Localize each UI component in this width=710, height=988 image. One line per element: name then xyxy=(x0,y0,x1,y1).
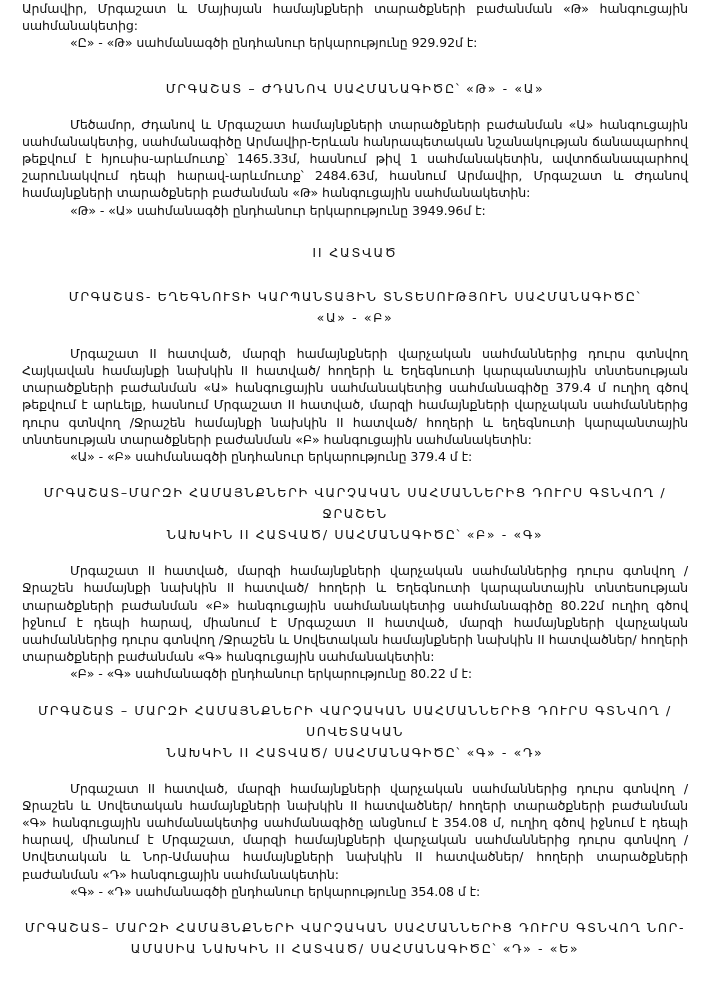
boundary-total-length: «Գ» - «Դ» սահմանագծի ընդհանուր երկարությունը 354.08 մ է: xyxy=(70,883,481,899)
boundary-description: Մրգաշատ II հատված, մարզի համայնքների վարչական սահմաններից դուրս գտնվող Հայկավան համայնքի նախկին II հատված/ հողերի և Եղեգնուտի կարպանտային տնտեսության տարածքների բաժանման «Ա» հանգուցային սահմանակետից սահմանագիծը 379.4 մ ուղիղ գծով թեքվում է արևելք, հասնում Մրգաշատ II հատված, մարզի համայնքների վարչական սահմաններից դուրս գտնվող /Ջրաշեն համայնքի նախկին II հատված/ հողերի և եղեգնուտի կարպանտային տնտեսության տարածքների բաժանման «Բ» հանգուցային սահմանակետին: xyxy=(22,345,688,447)
section-heading-points: «Ա» - «Բ» xyxy=(316,309,394,325)
part-title: II ՀԱՏՎԱԾ xyxy=(312,244,398,260)
section-heading: ՄՐԳԱՇԱՏ–ՄԱՐԶԻ ՀԱՄԱՅՆՔՆԵՐԻ ՎԱՐՉԱԿԱՆ ՍԱՀՄԱՆՆԵՐԻՑ ԴՈՒՐՍ ԳՏՆՎՈՂ /ՋՐԱՇԵՆ xyxy=(43,485,667,522)
boundary-description: Մեծամոր, Ժդանով և Մրգաշատ համայնքների տարածքների բաժանման «Ա» հանգուցային սահմանակետից, սահմանագիծը Արմավիր-Երևան հանրապետական նշանակության ճանապարհով թեքվում է հյուսիս-արևմուտք՝ 1465.33մ, հասնում թիվ 1 սահմանակետին, ավտոճանապարհով շարունակվում դեպի հարավ-արևմուտք՝ 2484.63մ, հասնում Արմավիր, Մրգաշատ և Ժդանով համայնքների տարածքների բաժանման «Թ» հանգուցային սահմանակետին: xyxy=(22,116,688,201)
section-heading: ՄՐԳԱՇԱՏ- ԵՂԵԳՆՈՒՏԻ ԿԱՐՊԱՆՏԱՅԻՆ ՏՆՏԵՍՈՒԹՅՈՒՆ ՍԱՀՄԱՆԱԳԻԾԸ՝ xyxy=(68,288,642,304)
boundary-total-length: «Բ» - «Գ» սահմանագծի ընդհանուր երկարությունը 80.22 մ է: xyxy=(70,666,472,682)
section-heading-points: ՆԱԽԿԻՆ II ՀԱՏՎԱԾ/ ՍԱՀՄԱՆԱԳԻԾԸ՝ «Բ» - «Գ» xyxy=(166,527,544,543)
boundary-total-length: «Ա» - «Բ» սահմանագծի ընդհանուր երկարությունը 379.4 մ է: xyxy=(70,449,473,465)
paragraph-intro: Արմավիր, Մրգաշատ և Մայիսյան համայնքների տարածքների բաժանման «Թ» հանգուցային սահմանակետից: xyxy=(22,1,688,34)
section-heading: ՄՐԳԱՇԱՏ – ՄԱՐԶԻ ՀԱՄԱՅՆՔՆԵՐԻ ՎԱՐՉԱԿԱՆ ՍԱՀՄԱՆՆԵՐԻՑ ԴՈՒՐՍ ԳՏՆՎՈՂ /ՍՈՎԵՏԱԿԱՆ xyxy=(38,702,672,739)
boundary-total-length: «Թ» - «Ա» սահմանագծի ընդհանուր երկարությունը 3949.96մ է: xyxy=(70,202,486,218)
section-heading-points: ԱՄԱՍԻԱ ՆԱԽԿԻՆ II ՀԱՏՎԱԾ/ ՍԱՀՄԱՆԱԳԻԾԸ՝ «Դ» - «Ե» xyxy=(130,941,580,957)
boundary-description: Մրգաշատ II հատված, մարզի համայնքների վարչական սահմաններից դուրս գտնվող /Ջրաշեն և Սովետական համայնքների նախկին II հատվածներ/ հողերի տարածքների բաժանման «Գ» հանգուցային սահմանակետից սահմանագիծը անցնում է 354.08 մ, ուղիղ գծով իջնում է դեպի հարավ, միանում է Մրգաշատ, մարզի համայնքների վարչական սահմաններից դուրս գտնվող /Սովետական և Նոր-Ամասիա համայնքների նախկին II հատվածներ/ հողերի տարածքների բաժանման «Դ» հանգուցային սահմանակետին: xyxy=(22,780,688,882)
boundary-description: Մրգաշատ II հատված, մարզի համայնքների վարչական սահմաններից դուրս գտնվող /Ջրաշեն համայնքի նախկին II հատված/ հողերի և Եղեգնուտի կարպանտային տնտեսության տարածքների բաժանման «Բ» հանգուցային սահմանակետից սահմանագիծը 80.22մ ուղիղ գծով իջնում է դեպի հարավ, միանում է Մրգաշատ II հատված, մարզի համայնքների վարչական սահմաններից դուրս գտնվող /Ջրաշեն և Սովետական համայնքների նախկին II հատվածներ/ հողերի տարածքների բաժանման «Գ» հանգուցային սահմանակետին: xyxy=(22,563,688,665)
section-heading-points: ՆԱԽԿԻՆ II ՀԱՏՎԱԾ/ ՍԱՀՄԱՆԱԳԻԾԸ՝ «Գ» - «Դ» xyxy=(166,744,544,760)
section-heading: ՄՐԳԱՇԱՏ – ԺԴԱՆՈՎ ՍԱՀՄԱՆԱԳԻԾԸ՝ «Թ» - «Ա» xyxy=(165,80,545,96)
section-heading: ՄՐԳԱՇԱՏ– ՄԱՐԶԻ ՀԱՄԱՅՆՔՆԵՐԻ ՎԱՐՉԱԿԱՆ ՍԱՀՄԱՆՆԵՐԻՑ ԴՈՒՐՍ ԳՏՆՎՈՂ ՆՈՐ- xyxy=(24,920,686,936)
boundary-total-length: «Ը» - «Թ» սահմանագծի ընդհանուր երկարությունը 929.92մ է: xyxy=(70,35,478,51)
